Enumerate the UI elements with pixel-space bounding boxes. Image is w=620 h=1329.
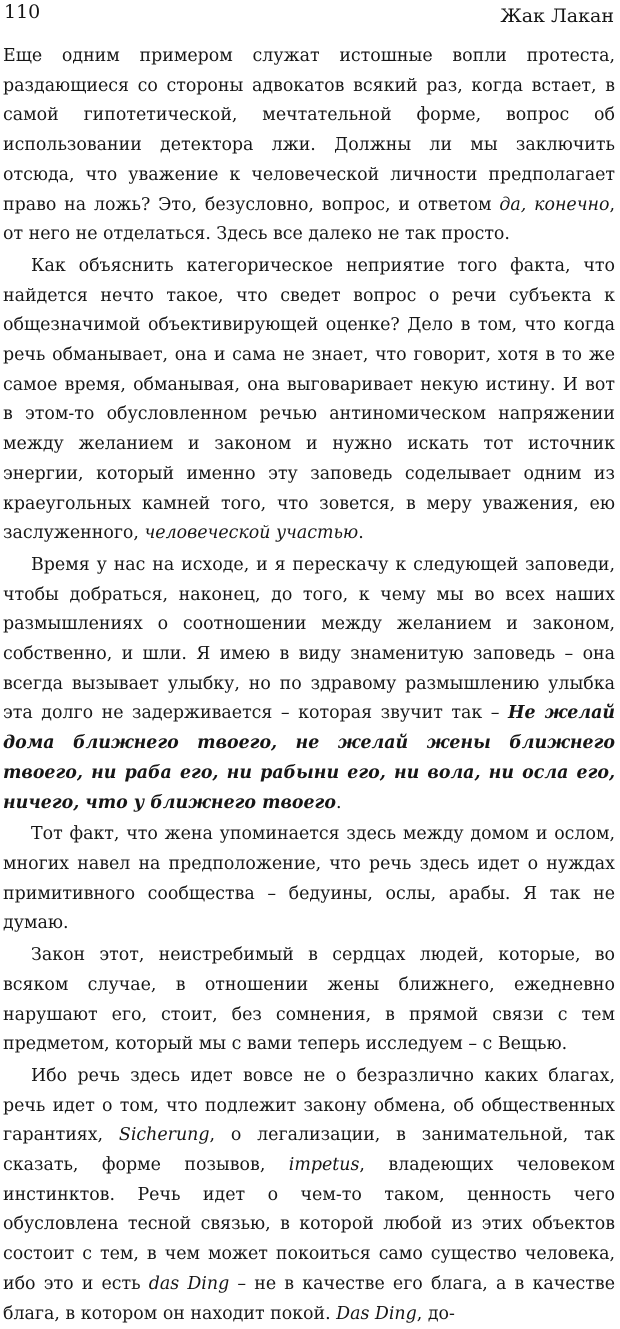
page-number: 110 (4, 1, 41, 23)
running-head-author: Жак Лакан (500, 5, 614, 27)
text-segment: Еще одним примером служат истошные вопли протеста, раздающиеся со стороны адвокатов всякий раз, когда встает, в самой гипотетической, мечтательной форме, вопрос об использовании детектора лжи. Должны ли мы заключить отсюда, что уважение к человеческой личности предполагает право на ложь? Это, безусловно, вопрос, и ответом (3, 46, 615, 215)
text-segment: , до- (416, 1303, 455, 1324)
paragraph-4 (3, 820, 615, 939)
italic-phrase: да, конечно (499, 194, 610, 215)
italic-term-das-ding: Das Ding (336, 1303, 417, 1324)
text-segment: , от него не отделаться. Здесь все далеко не так просто. (3, 194, 615, 245)
italic-term-impetus: impetus (288, 1155, 360, 1176)
commandment-quote: Не желай дома ближнего твоего, не желай жены ближнего твоего, ни раба его, ни рабыни его, ни вола, ни осла его, ничего, что у ближнего твоего (3, 703, 615, 813)
page-header (2, 0, 618, 40)
italic-term-das-ding: das Ding (148, 1273, 230, 1294)
text-segment: Закон этот, неистребимый в сердцах людей, которые, во всяком случае, в отношении жены ближнего, ежедневно нарушают его, стоит, без сомнения, в прямой связи с тем предметом, который мы с вами теперь исследуем – с Вещью. (3, 945, 615, 1055)
paragraph-5 (3, 941, 615, 1060)
text-segment: Время у нас на исходе, и я перескачу к следующей заповеди, чтобы добраться, наконец, до того, к чему мы во всех наших размышлениях о соотношении между желанием и законом, собственно, и шли. Я имею в виду знаменитую заповедь – она всегда вызывает улыбку, но по здравому размышлению улыбка эта долго не задерживается – которая звучит так – (3, 554, 615, 724)
text-segment: – не в качестве его блага, а в качестве блага, в котором он находит покой. (3, 1273, 615, 1324)
text-segment: Ибо речь здесь идет вовсе не о безразлично каких благах, речь идет о том, что подлежит закону обмена, об общественных гарантиях, (3, 1065, 615, 1146)
paragraph-3 (3, 551, 615, 818)
body-text (3, 42, 615, 1329)
paragraph-1 (3, 42, 615, 250)
text-segment: Как объяснить категорическое неприятие того факта, что найдется нечто такое, что сведет вопрос о речи субъекта к общезначимой объективирующей оценке? Дело в том, что когда речь обманывает, она и сама не знает, что говорит, хотя в то же самое время, обманывая, она выговаривает некую истину. И вот в этом-то обусловленном речью антиномическом напряжении между желанием и законом и нужно искать тот источник энергии, который именно эту заповедь соделывает одним из краеугольных камней того, что зовется, в меру уважения, ею заслуженного, (3, 255, 615, 544)
paragraph-2 (3, 252, 615, 549)
paragraph-6 (3, 1062, 615, 1329)
text-segment: Тот факт, что жена упоминается здесь между домом и ослом, многих навел на предположение, что речь здесь идет о нуждах примитивного сообщества – бедуины, ослы, арабы. Я так не думаю. (3, 824, 615, 934)
text-segment: . (335, 792, 342, 813)
italic-term-sicherung: Sicherung (118, 1125, 210, 1146)
text-segment: , владеющих человеком инстинктов. Речь идет о чем-то таком, ценность чего обусловлена тесной связью, в которой любой из этих объектов состоит с тем, в чем может покоиться само существо человека, ибо это и есть (3, 1155, 615, 1294)
text-segment: . (358, 523, 364, 544)
italic-phrase: человеческой участью (144, 523, 359, 544)
text-segment: , о легализации, в занимательной, так сказать, форме позывов, (3, 1125, 615, 1176)
